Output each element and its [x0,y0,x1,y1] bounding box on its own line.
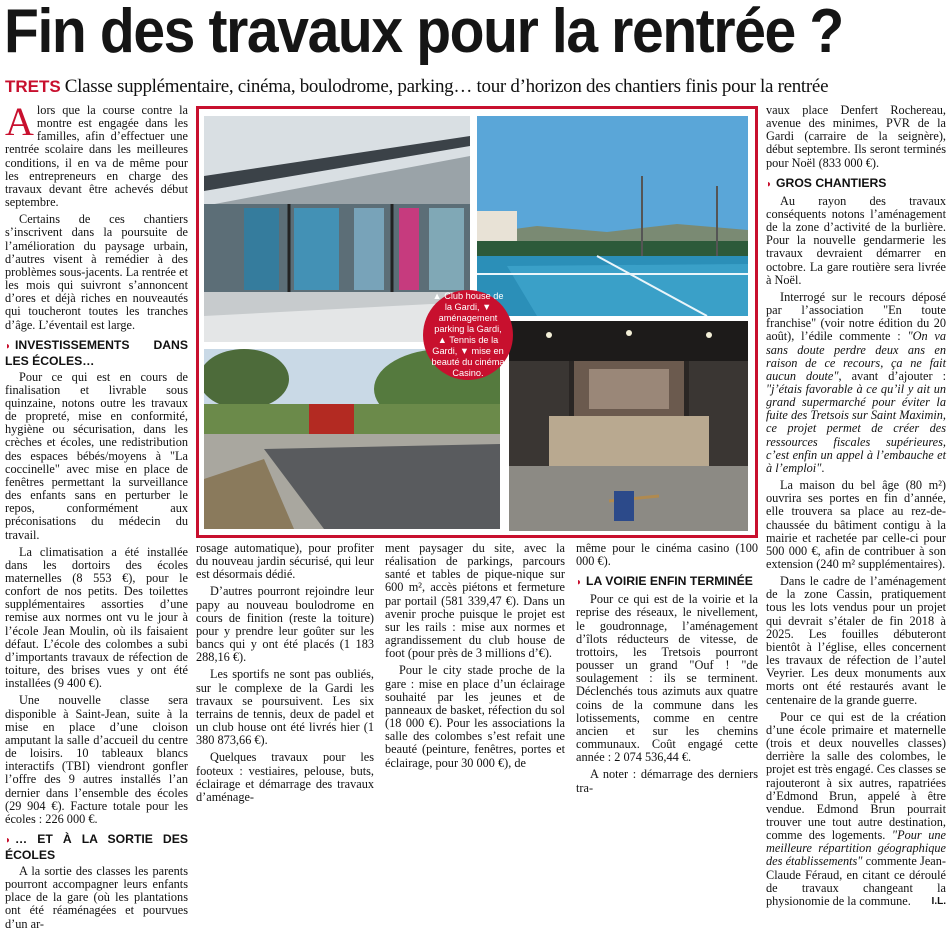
paragraph: Pour le city stade proche de la gare : mise en place d’un éclairage souhaité par les jeunes et de panneaux de basket, réfection du sol (18 000 €). Pour les associations la salle des colombes s’est refait une beauté (peinture, fenêtres, portes et éclairage, pour 30 000 €), de [385,663,565,770]
subhead-voirie: ◗ LA VOIRIE ENFIN TERMINÉE [576,574,753,589]
paragraph: La maison du bel âge (80 m²) ouvrira ses portes en fin d’année, elle trouvera sa place au rez-de-chaussée du bâtiment contigu à la mairie et rachetée par celle-ci pour 500 000 €, afin de contribuer à son extension (240 m² supplémentaires). [766,478,946,571]
article-column-4 [576,542,758,799]
paragraph: même pour le cinéma casino (100 000 €). [576,541,758,569]
cinema-photo [509,321,748,531]
triangle-bullet-icon: ◗ [5,834,12,846]
paragraph: A noter : démarrage des derniers tra- [576,767,758,795]
paragraph: rosage automatique), pour profiter du nouveau jardin sécurisé, qui leur est désormais dédié. [196,541,374,582]
paragraph-quote: Interrogé sur le recours déposé par l’association "En toute franchise" (voir notre édition du 20 août), l’édile commente : "On va sans doute perdre deux ans en raison de ce recours, ça ne fait aucun doute", avant d’ajouter : "j’étais favorable à ce qu’il y ait un grand supermarché pour éviter la fuite des Tretsois sur Saint Maximin, ce projet permet de créer des ressources fiscales supérieures, c’est enfin un appel à l’embauche et à l’emploi". [766,289,947,475]
paragraph: vaux place Denfert Rochereau, avenue des minimes, PVR de la Gardi (carraire de la seignère), début septembre. Ils seront terminés pour Noël (833 000 €). [766,103,946,170]
triangle-bullet-icon: ◗ [766,178,773,190]
kicker-trets: TRETS [5,77,61,96]
intro-paragraph: Alors que la course contre la montre est engagée dans les familles, afin d’effectuer une rentrée scolaire dans les meilleures conditions, il en va de même pour les entrepreneurs en charge des travaux devant être achevés début septembre. [5,99,188,210]
article-column-3 [385,542,565,774]
paragraph: Quelques travaux pour les footeux : vestiaires, pelouse, buts, éclairage et démarrage des travaux d’aménage- [196,750,374,804]
subhead-ecoles: ◗ INVESTISSEMENTS DANS LES ÉCOLES… [5,337,188,368]
paragraph: Une nouvelle classe sera disponible à Saint-Jean, suite à la mise en place d’une cloison amputant la salle d’accueil du centre de loisirs. 10 tableaux blancs interactifs (TBI) viendront gonfler l’offre des 9 autres installés l’an dernier dans l’ensemble des écoles (29 904 €). Facture totale pour les écoles : 226 000 €. [5,693,188,826]
paragraph: Dans le cadre de l’aménagement de la zone Cassin, pratiquement tous les lots vendus pour un projet qui devrait s’étaler de fin 2018 à 2025. Les fouilles débuteront bientôt à l’église, elles concernent les travaux de réfection de l’autel Veyrier. Les deux monuments aux morts ont été restaurés avant le centenaire de la grande guerre. [766,574,946,707]
paragraph: Certains de ces chantiers s’inscrivent dans la poursuite de l’amélioration du paysage urbain, d’autres visent à remédier à des problèmes sous-jacents. La rentrée et les mois qui suivront s’annoncent d’ores et déjà riches en nouveautés qui toucheront toutes les tranches d’âge. L’éventail est large. [5,212,188,332]
paragraph: Pour ce qui est de la voirie et la reprise des réseaux, le nivellement, le goudronnage, l’aménagement d’îlots réducteurs de vitesse, de trottoirs, les Tretsois pourront pousser un grand "Ouf ! "de soulagement : ils se terminent. Déclenchés tous azimuts aux quatre coins de la commune dans les lotissements, comme en centre ancien et sur les chemins communaux. Coût engagé cette année : 2 074 536,44 €. [576,592,758,765]
deck-text: Classe supplémentaire, cinéma, boulodrome, parking… tour d’horizon des chantiers finis pour la rentrée [64,76,829,97]
triangle-bullet-icon: ◗ [576,577,583,589]
deck [5,76,945,98]
headline: Fin des travaux pour la rentrée ? [4,0,843,66]
triangle-bullet-icon: ◗ [5,340,12,352]
paragraph: ment paysager du site, avec la réalisation de parkings, parcours santé et tables de pique-nique sur 600 m², accès piétons et fermeture par portail (581 339,47 €). Dans un avenir proche puisque le projet est sur les rails : mise aux normes et agrandissement du club house de foot (pour près de 3 millions d’€). [385,541,565,661]
author-signature: I.L. [931,895,946,907]
drop-cap: A [5,99,34,144]
paragraph: D’autres pourront rejoindre leur papy au nouveau boulodrome en cours de finition (reste la toiture) pour y prendre leur goûter sur les bancs qui y ont été placés (1 183 288,16 €). [196,584,374,665]
paragraph: Les sportifs ne sont pas oubliés, sur le complexe de la Gardi les travaux se poursuivent. Les six terrains de tennis, deux de padel et un club house ont été livrés hier (1 380 873,66 €). [196,667,374,748]
article-column-5 [766,104,946,912]
paragraph: La climatisation a été installée dans les dortoirs des écoles maternelles (8 553 €), pour le confort de nos petits. Des toilettes supplémentaires assorties d’une remise aux normes ont vu le jour à l’école Jean Moulin, où ils faisaient défaut. L’école des colombes a subi d’importants travaux de réfection de toiture, des brises vues y ont été installées (9 400 €). [5,544,188,691]
article-column-1 [5,99,188,935]
subhead-gros-chantiers: ◗ GROS CHANTIERS [766,175,887,190]
photo-caption-badge: ▲ Club house de la Gardi, ▼ aménagement parking la Gardi, ▲ Tennis de la Gardi, ▼ mise en beauté du cinéma Casino. [423,290,513,380]
paragraph: Pour ce qui est en cours de finalisation et livrable sous quinzaine, notons outre les travaux de propreté, mise en conformité, hygiène ou sécurisation, dans les crèches et écoles, une redistribution des espaces bébés/moyens à "La coccinelle" avec mise en place de fenêtres permettant la surveillance des enfants sans en perturber le repos, conformément aux préconisations du médecin du travail. [5,369,188,542]
tennis-photo [477,116,748,316]
paragraph: A la sortie des classes les parents pourront accompagner leurs enfants place de la gare (où les plantations ont été réaménagées et pourvues d’un ar- [5,863,188,931]
subhead-sortie-ecoles: ◗ … ET À LA SORTIE DES ÉCOLES [5,831,188,862]
paragraph-quote: Pour ce qui est de la création d’une école primaire et maternelle (trois et deux nouvelles classes) derrière la salle des colombes, le projet est très engagé. Ces classes se rajouteront à six autres, rapatriées d’Edmond Brun, appelé à être vendue. Edmond Brun pourrait trouver une tout autre destination, comme des logements. "Pour une meilleure répartition géographique des établissements" commente Jean-Claude Féraud, en citant ce déroulé de travaux changeant la physionomie de la commune. I.L. [766,709,946,908]
article-column-2 [196,542,374,808]
paragraph: Au rayon des travaux conséquents notons l’aménagement de la zone d’activité de la burlière. Pour la nouvelle gendarmerie les travaux devraient démarrer en octobre. La gare routière sera livrée à Noël. [766,193,946,287]
